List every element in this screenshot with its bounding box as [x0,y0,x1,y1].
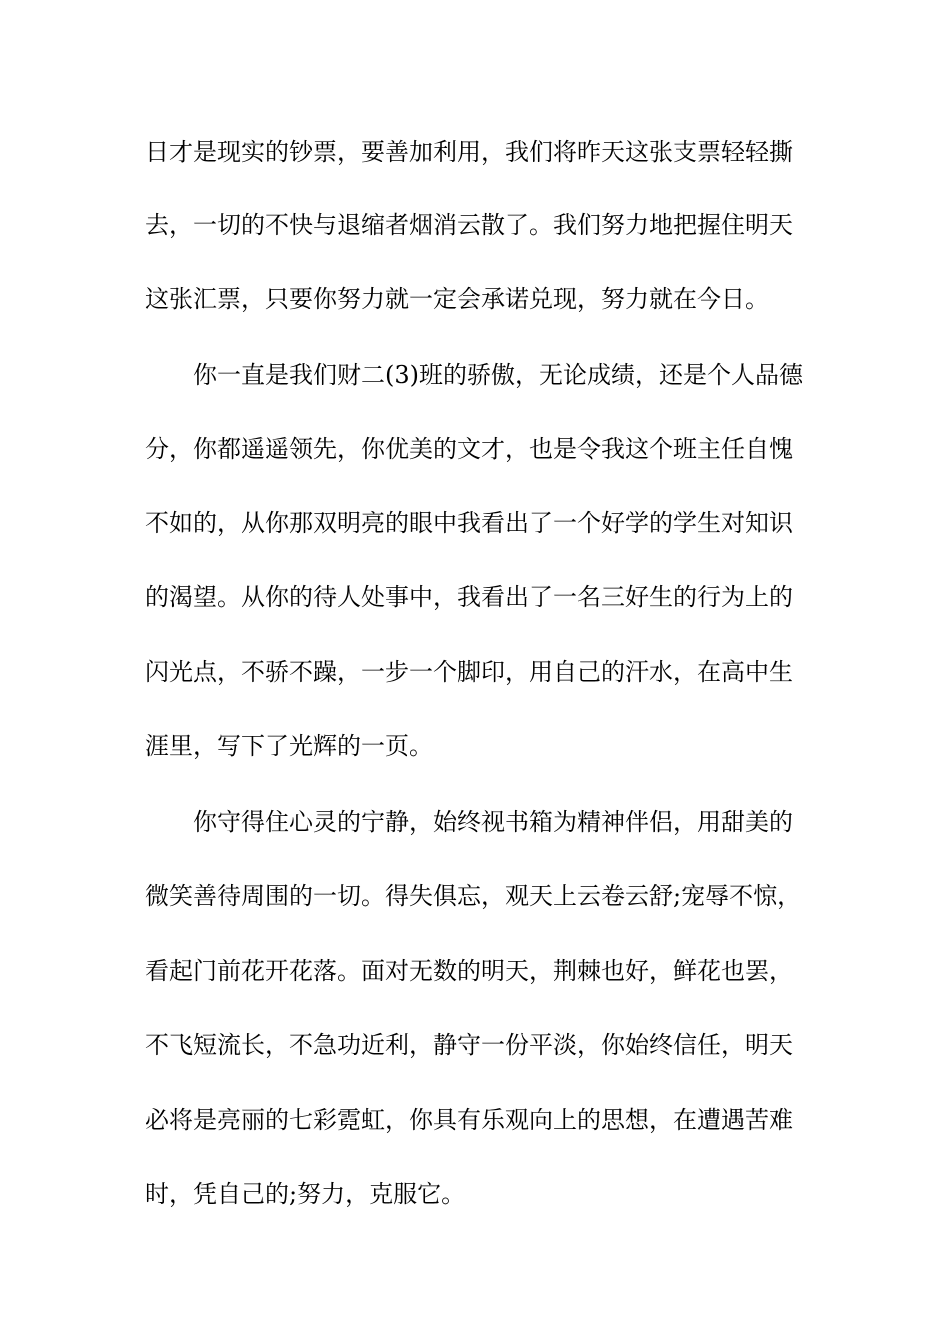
text-line: 分，你都遥遥领先，你优美的文才，也是令我这个班主任自愧 [145,435,793,463]
paragraph-start-line: 你守得住心灵的宁静，始终视书箱为精神伴侣，用甜美的 [193,808,793,836]
text-line: 这张汇票，只要你努力就一定会承诺兑现，努力就在今日。 [145,285,769,313]
text-line: 涯里，写下了光辉的一页。 [145,732,433,760]
text-line: 闪光点，不骄不躁，一步一个脚印，用自己的汗水，在高中生 [145,658,793,686]
paragraph-start-line: 你一直是我们财二(3)班的骄傲，无论成绩，还是个人品德 [193,361,803,389]
text-line: 不如的，从你那双明亮的眼中我看出了一个好学的学生对知识 [145,509,793,537]
text-line: 的渴望。从你的待人处事中，我看出了一名三好生的行为上的 [145,583,793,611]
text-line: 日才是现实的钞票，要善加利用，我们将昨天这张支票轻轻撕 [145,138,793,166]
text-line: 看起门前花开花落。面对无数的明天，荆棘也好，鲜花也罢， [145,957,793,985]
text-line: 必将是亮丽的七彩霓虹，你具有乐观向上的思想，在遭遇苦难 [145,1106,793,1134]
text-line: 不飞短流长，不急功近利，静守一份平淡，你始终信任，明天 [145,1031,793,1059]
text-line: 去，一切的不快与退缩者烟消云散了。我们努力地把握住明天 [145,211,793,239]
text-line: 微笑善待周围的一切。得失俱忘，观天上云卷云舒;宠辱不惊， [145,882,802,910]
text-line: 时，凭自己的;努力，克服它。 [145,1180,466,1208]
